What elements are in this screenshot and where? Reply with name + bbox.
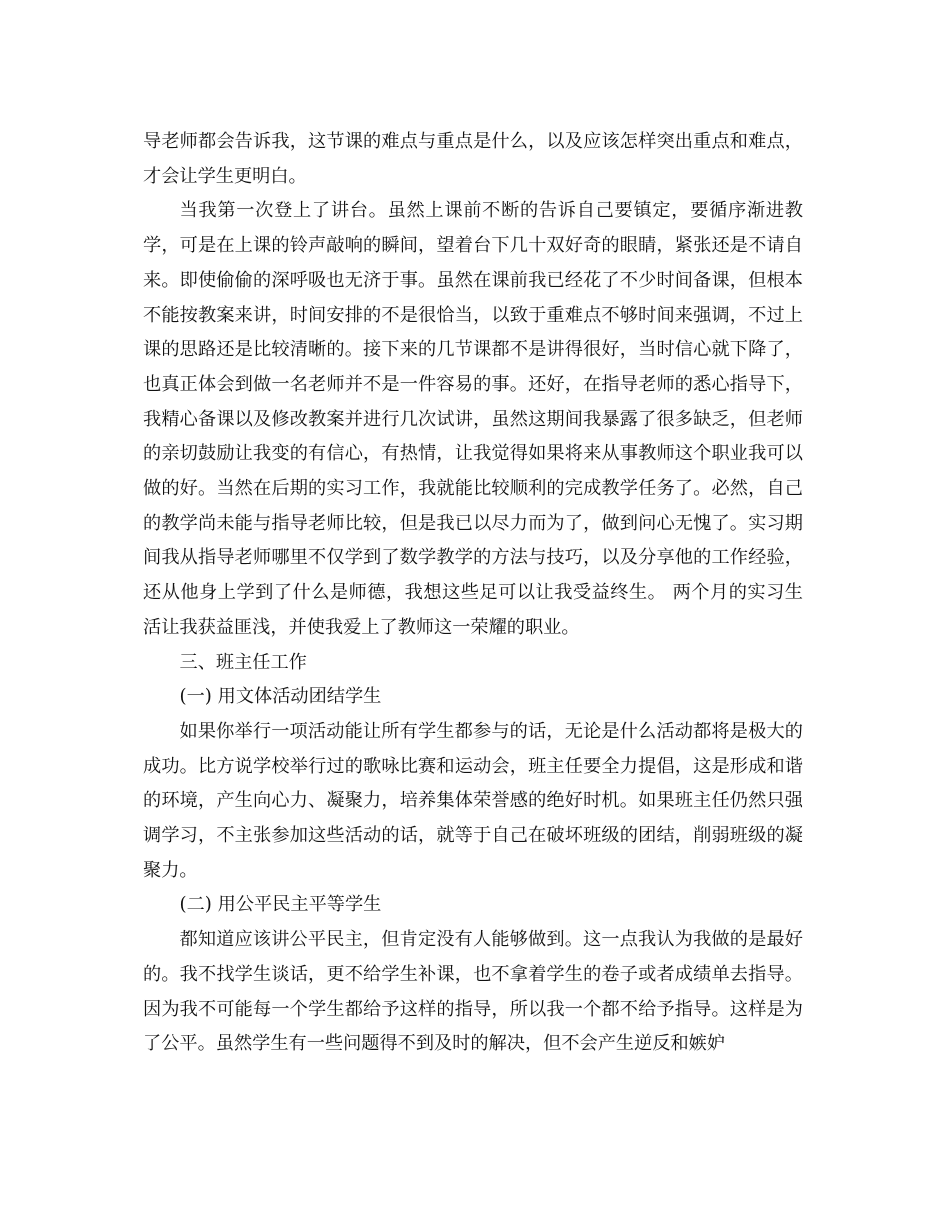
document-body xyxy=(143,125,803,1062)
paragraph-first-lecture: 当我第一次登上了讲台。虽然上课前不断的告诉自己要镇定，要循序渐进教学，可是在上课的铃声敲响的瞬间，望着台下几十双好奇的眼睛，紧张还是不请自来。即使偷偷的深呼吸也无济于事。虽然在课前我已经花了不少时间备课，但根本不能按教案来讲，时间安排的不是很恰当，以致于重难点不够时间来强调，不过上课的思路还是比较清晰的。接下来的几节课都不是讲得很好，当时信心就下降了，也真正体会到做一名老师并不是一件容易的事。还好，在指导老师的悉心指导下，我精心备课以及修改教案并进行几次试讲，虽然这期间我暴露了很多缺乏，但老师的亲切鼓励让我变的有信心，有热情，让我觉得如果将来从事教师这个职业我可以做的好。当然在后期的实习工作，我就能比较顺利的完成教学任务了。必然，自己的教学尚未能与指导老师比较，但是我已以尽力而为了，做到问心无愧了。实习期间我从指导老师哪里不仅学到了数学教学的方法与技巧，以及分享他的工作经验，还从他身上学到了什么是师德，我想这些足可以让我受益终生。 两个月的实习生活让我获益匪浅，并使我爱上了教师这一荣耀的职业。 xyxy=(143,200,803,638)
paragraph-fairness: 都知道应该讲公平民主，但肯定没有人能够做到。这一点我认为我做的是最好的。我不找学生谈话，更不给学生补课，也不拿着学生的卷子或者成绩单去指导。因为我不可能每一个学生都给予这样的指导，所以我一个都不给予指导。这样是为了公平。虽然学生有一些问题得不到及时的解决，但不会产生逆反和嫉妒 xyxy=(143,929,803,1055)
section-heading-class-teacher-work: 三、班主任工作 xyxy=(179,651,307,673)
subheading-cultural-activities: (一) 用文体活动团结学生 xyxy=(179,686,382,708)
paragraph-continuation: 导老师都会告诉我，这节课的难点与重点是什么，以及应该怎样突出重点和难点，才会让学生更明白。 xyxy=(143,131,803,187)
paragraph-activities: 如果你举行一项活动能让所有学生都参与的话，无论是什么活动都将是极大的成功。比方说学校举行过的歌咏比赛和运动会，班主任要全力提倡，这是形成和谐的环境，产生向心力、凝聚力，培养集体荣誉感的绝好时机。如果班主任仍然只强调学习，不主张参加这些活动的话，就等于自己在破坏班级的团结，削弱班级的凝聚力。 xyxy=(143,720,803,881)
subheading-fairness-democracy: (二) 用公平民主平等学生 xyxy=(179,894,382,916)
